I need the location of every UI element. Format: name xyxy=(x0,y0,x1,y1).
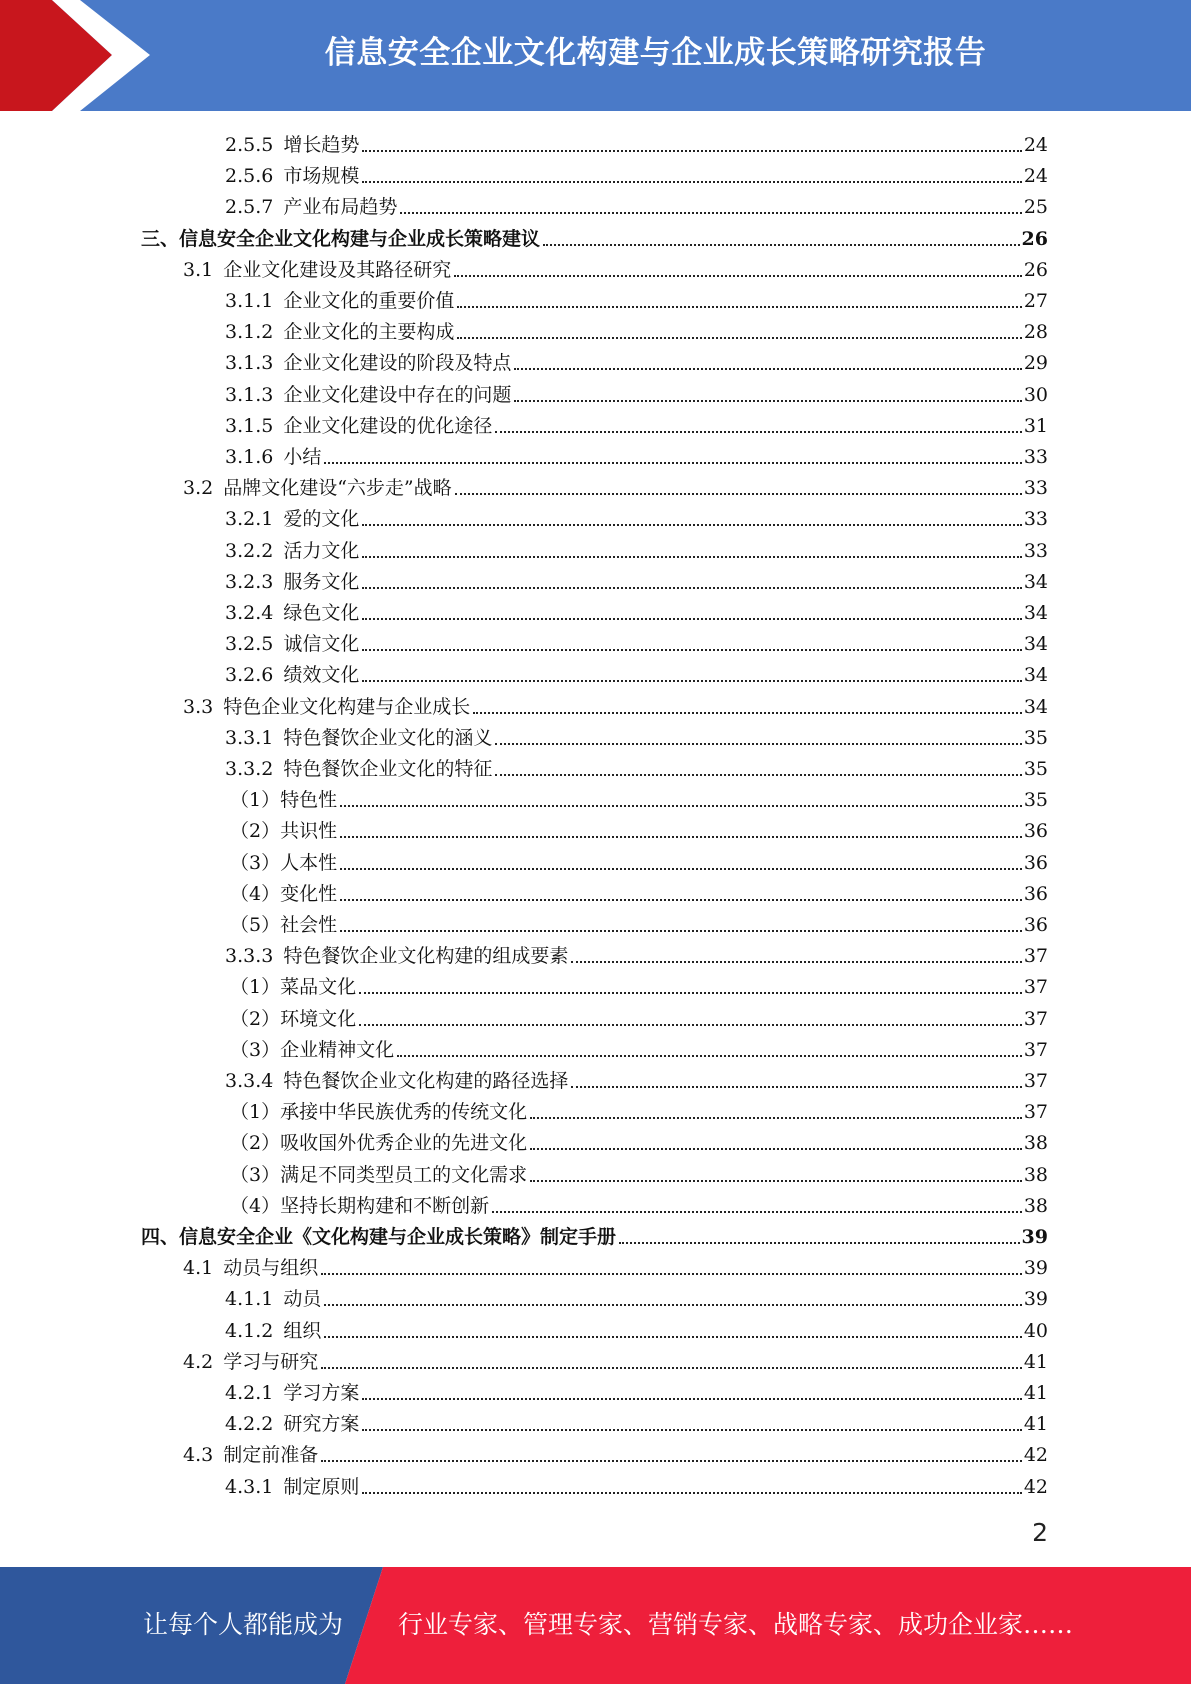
toc-entry-number: 4.2 xyxy=(183,1350,214,1373)
toc-entry-number: 3.2.3 xyxy=(225,570,274,593)
toc-entry[interactable] xyxy=(183,1436,1048,1467)
toc-entry-page: 39 xyxy=(1021,1226,1048,1248)
toc-dot-leader xyxy=(619,1242,1020,1244)
toc-dot-leader xyxy=(362,680,1021,682)
toc-entry[interactable] xyxy=(225,407,1048,438)
toc-entry-page: 36 xyxy=(1023,820,1048,843)
toc-entry[interactable] xyxy=(225,1374,1048,1405)
toc-entry-title: （4）坚持长期构建和不断创新 xyxy=(230,1194,490,1217)
toc-entry-title: （1）菜品文化 xyxy=(230,976,357,999)
toc-entry-number: 2.5.7 xyxy=(225,196,274,219)
toc-entry[interactable] xyxy=(230,812,1048,843)
toc-entry-page: 34 xyxy=(1023,633,1048,656)
toc-dot-leader xyxy=(530,1180,1022,1182)
toc-entry-number: 2.5.5 xyxy=(225,134,274,156)
toc-dot-leader xyxy=(340,805,1022,807)
toc-entry-page: 33 xyxy=(1023,477,1048,500)
toc-entry[interactable] xyxy=(225,750,1048,781)
toc-entry-page: 36 xyxy=(1023,914,1048,936)
toc-entry[interactable] xyxy=(230,1031,1048,1062)
toc-entry-title: （3）人本性 xyxy=(230,851,338,874)
toc-entry-number: 3.1 xyxy=(183,258,214,281)
toc-dot-leader xyxy=(543,244,1020,246)
toc-entry-title: 企业文化建设及其路径研究 xyxy=(223,258,452,281)
toc-entry[interactable] xyxy=(183,469,1048,500)
toc-entry-number: 3.3.1 xyxy=(225,726,274,749)
toc-entry[interactable] xyxy=(225,376,1048,407)
toc-entry-page: 24 xyxy=(1023,134,1048,156)
toc-entry-number: 4.3.1 xyxy=(225,1475,274,1498)
toc-entry-title: 特色企业文化构建与企业成长 xyxy=(223,695,471,718)
toc-entry[interactable] xyxy=(225,126,1048,157)
toc-entry-title: 市场规模 xyxy=(283,165,360,188)
toc-entry-page: 37 xyxy=(1023,1070,1048,1092)
toc-dot-leader xyxy=(362,618,1021,620)
toc-entry-title: 诚信文化 xyxy=(283,633,360,656)
toc-entry[interactable] xyxy=(225,188,1048,219)
toc-entry-number: 3.2.1 xyxy=(225,508,274,531)
toc-entry[interactable] xyxy=(225,719,1048,750)
toc-entry-page: 33 xyxy=(1023,508,1048,531)
footer-slogan-left: 让每个人都能成为 xyxy=(143,1610,344,1639)
toc-entry-number: 4.2.1 xyxy=(225,1382,274,1404)
toc-dot-leader xyxy=(495,743,1021,745)
toc-entry-page: 41 xyxy=(1023,1350,1048,1373)
toc-entry-page: 37 xyxy=(1023,1038,1048,1061)
toc-entry-page: 24 xyxy=(1023,165,1048,188)
toc-entry-page: 26 xyxy=(1023,258,1048,281)
toc-entry[interactable] xyxy=(225,438,1048,469)
toc-entry[interactable] xyxy=(225,1405,1048,1436)
toc-entry-page: 39 xyxy=(1023,1257,1048,1280)
toc-entry-title: 品牌文化建设“六步走”战略 xyxy=(223,477,452,500)
toc-entry-number: 3.1.3 xyxy=(225,383,274,406)
toc-entry-title: （1）特色性 xyxy=(230,789,338,812)
toc-entry-page: 36 xyxy=(1023,851,1048,874)
toc-entry-title: （3）满足不同类型员工的文化需求 xyxy=(230,1163,528,1186)
toc-entry[interactable] xyxy=(225,937,1048,968)
toc-entry[interactable] xyxy=(225,532,1048,563)
toc-dot-leader xyxy=(473,712,1022,714)
toc-entry-number: 4.3 xyxy=(183,1444,214,1467)
toc-dot-leader xyxy=(321,1367,1022,1369)
toc-entry[interactable] xyxy=(225,563,1048,594)
toc-entry-page: 37 xyxy=(1023,1007,1048,1030)
toc-entry-number: 3.2.4 xyxy=(225,602,274,624)
toc-dot-leader xyxy=(362,524,1021,526)
toc-entry-page: 36 xyxy=(1023,882,1048,905)
toc-dot-leader xyxy=(362,649,1021,651)
toc-dot-leader xyxy=(514,368,1021,370)
toc-dot-leader xyxy=(362,556,1021,558)
toc-entry-page: 31 xyxy=(1023,414,1048,437)
toc-entry-page: 30 xyxy=(1023,383,1048,406)
toc-dot-leader xyxy=(324,1304,1021,1306)
toc-dot-leader xyxy=(321,1273,1022,1275)
footer-banner xyxy=(0,1567,1191,1684)
toc-dot-leader xyxy=(340,930,1022,932)
toc-entry-page: 35 xyxy=(1023,789,1048,812)
toc-entry-number: 3.3.3 xyxy=(225,945,274,968)
toc-entry-number: 3.3.2 xyxy=(225,758,274,780)
header-banner xyxy=(0,0,1191,111)
toc-entry[interactable] xyxy=(230,968,1048,999)
toc-entry-title: 三、信息安全企业文化构建与企业成长策略建议 xyxy=(141,227,541,250)
toc-entry-page: 25 xyxy=(1023,196,1048,219)
toc-entry[interactable] xyxy=(225,1280,1048,1311)
toc-entry[interactable] xyxy=(230,1093,1048,1124)
toc-entry[interactable] xyxy=(230,781,1048,812)
toc-dot-leader xyxy=(324,1336,1021,1338)
toc-entry[interactable] xyxy=(230,906,1048,937)
toc-entry-page: 33 xyxy=(1023,539,1048,562)
toc-entry[interactable] xyxy=(225,1468,1048,1499)
toc-dot-leader xyxy=(362,1398,1021,1400)
toc-entry[interactable] xyxy=(225,1062,1048,1093)
toc-entry-page: 42 xyxy=(1023,1475,1048,1498)
toc-dot-leader xyxy=(362,150,1021,152)
toc-dot-leader xyxy=(340,899,1022,901)
toc-entry[interactable] xyxy=(183,251,1048,282)
toc-dot-leader xyxy=(362,587,1021,589)
toc-entry-page: 41 xyxy=(1023,1382,1048,1404)
toc-entry-title: 企业文化建设中存在的问题 xyxy=(283,383,512,406)
toc-entry[interactable] xyxy=(225,157,1048,188)
toc-entry-page: 34 xyxy=(1023,602,1048,624)
toc-dot-leader xyxy=(492,1211,1022,1213)
toc-dot-leader xyxy=(495,431,1021,433)
toc-entry-page: 29 xyxy=(1023,352,1048,375)
toc-entry[interactable] xyxy=(230,1000,1048,1031)
toc-entry-number: 4.2.2 xyxy=(225,1413,274,1436)
toc-entry-number: 3.2.6 xyxy=(225,664,274,687)
toc-entry-title: 绩效文化 xyxy=(283,664,360,687)
toc-dot-leader xyxy=(495,774,1021,776)
toc-entry[interactable] xyxy=(183,688,1048,719)
page-number: 2 xyxy=(1032,1518,1048,1547)
toc-entry-page: 39 xyxy=(1023,1288,1048,1311)
toc-entry[interactable] xyxy=(183,1249,1048,1280)
toc-entry-page: 34 xyxy=(1023,695,1048,718)
toc-dot-leader xyxy=(397,1055,1022,1057)
toc-entry[interactable] xyxy=(225,1312,1048,1343)
toc-entry-page: 35 xyxy=(1023,726,1048,749)
toc-entry-page: 37 xyxy=(1023,945,1048,968)
toc-entry-title: 特色餐饮企业文化的涵义 xyxy=(283,726,493,749)
toc-entry-page: 34 xyxy=(1023,664,1048,687)
toc-entry-title: 绿色文化 xyxy=(283,602,360,624)
toc-entry-title: 服务文化 xyxy=(283,570,360,593)
toc-entry-title: （4）变化性 xyxy=(230,882,338,905)
toc-entry-page: 37 xyxy=(1023,976,1048,999)
toc-entry-title: （1）承接中华民族优秀的传统文化 xyxy=(230,1101,528,1124)
toc-entry-title: 学习方案 xyxy=(283,1382,360,1404)
toc-entry-page: 41 xyxy=(1023,1413,1048,1436)
toc-entry-number: 4.1.2 xyxy=(225,1319,274,1342)
toc-entry[interactable] xyxy=(225,625,1048,656)
toc-entry[interactable] xyxy=(183,1343,1048,1374)
toc-dot-leader xyxy=(321,1460,1022,1462)
toc-entry-number: 3.1.5 xyxy=(225,414,274,437)
toc-entry-page: 34 xyxy=(1023,570,1048,593)
toc-entry-number: 3.3.4 xyxy=(225,1070,274,1092)
toc-dot-leader xyxy=(455,493,1022,495)
toc-dot-leader xyxy=(571,961,1021,963)
toc-entry-title: （5）社会性 xyxy=(230,914,338,936)
footer-slogan-right: 行业专家、管理专家、营销专家、战略专家、成功企业家…… xyxy=(398,1610,1074,1639)
toc-entry-title: （2）环境文化 xyxy=(230,1007,357,1030)
toc-entry-page: 27 xyxy=(1023,290,1048,312)
toc-dot-leader xyxy=(359,1024,1022,1026)
toc-entry-page: 37 xyxy=(1023,1101,1048,1124)
toc-entry[interactable] xyxy=(225,656,1048,687)
toc-entry-title: 增长趋势 xyxy=(283,134,360,156)
toc-entry[interactable] xyxy=(230,1156,1048,1187)
toc-entry-title: 研究方案 xyxy=(283,1413,360,1436)
toc-entry-title: 特色餐饮企业文化构建的组成要素 xyxy=(283,945,569,968)
toc-entry-number: 4.1 xyxy=(183,1257,214,1280)
toc-entry-page: 38 xyxy=(1023,1163,1048,1186)
toc-entry-number: 3.1.6 xyxy=(225,446,274,468)
toc-dot-leader xyxy=(514,400,1021,402)
toc-entry-page: 38 xyxy=(1023,1132,1048,1155)
toc-entry-page: 33 xyxy=(1023,446,1048,468)
toc-entry-title: 企业文化的主要构成 xyxy=(283,321,455,344)
toc-dot-leader xyxy=(571,1086,1021,1088)
toc-dot-leader xyxy=(530,1148,1022,1150)
toc-dot-leader xyxy=(454,275,1022,277)
toc-dot-leader xyxy=(457,337,1021,339)
toc-entry-page: 40 xyxy=(1023,1319,1048,1342)
toc-entry-title: 组织 xyxy=(283,1319,322,1342)
toc-entry[interactable] xyxy=(225,313,1048,344)
toc-entry-number: 3.1.2 xyxy=(225,321,274,344)
toc-dot-leader xyxy=(324,462,1021,464)
toc-dot-leader xyxy=(359,992,1022,994)
toc-entry-page: 35 xyxy=(1023,758,1048,780)
toc-dot-leader xyxy=(457,306,1021,308)
toc-dot-leader xyxy=(340,836,1022,838)
toc-entry-title: 特色餐饮企业文化的特征 xyxy=(283,758,493,780)
toc-dot-leader xyxy=(362,1492,1021,1494)
toc-entry[interactable] xyxy=(230,844,1048,875)
toc-entry[interactable] xyxy=(230,1124,1048,1155)
toc-entry[interactable] xyxy=(225,344,1048,375)
toc-entry-page: 28 xyxy=(1023,321,1048,344)
toc-entry[interactable] xyxy=(225,500,1048,531)
toc-entry[interactable] xyxy=(141,220,1048,251)
page-title: 信息安全企业文化构建与企业成长策略研究报告 xyxy=(324,35,987,71)
toc-entry-title: （3）企业精神文化 xyxy=(230,1038,395,1061)
toc-entry-title: （2）共识性 xyxy=(230,820,338,843)
toc-entry-title: 制定前准备 xyxy=(223,1444,319,1467)
toc-entry-title: 企业文化的重要价值 xyxy=(283,290,455,312)
toc-dot-leader xyxy=(530,1117,1022,1119)
toc-entry[interactable] xyxy=(141,1218,1048,1249)
toc-entry-title: 动员 xyxy=(283,1288,322,1311)
toc-entry-page: 42 xyxy=(1023,1444,1048,1467)
toc-entry-title: 企业文化建设的阶段及特点 xyxy=(283,352,512,375)
toc-entry-number: 3.1.3 xyxy=(225,352,274,375)
toc-entry-title: 小结 xyxy=(283,446,322,468)
toc-entry-number: 3.1.1 xyxy=(225,290,274,312)
toc-entry-title: 学习与研究 xyxy=(223,1350,319,1373)
toc-entry-number: 2.5.6 xyxy=(225,165,274,188)
toc-entry-title: 特色餐饮企业文化构建的路径选择 xyxy=(283,1070,569,1092)
toc-entry-title: 动员与组织 xyxy=(223,1257,319,1280)
toc-entry[interactable] xyxy=(225,282,1048,313)
toc-entry-title: 企业文化建设的优化途径 xyxy=(283,414,493,437)
toc-entry-number: 3.2.5 xyxy=(225,633,274,656)
toc-entry-title: 制定原则 xyxy=(283,1475,360,1498)
toc-entry-title: 爱的文化 xyxy=(283,508,360,531)
toc-dot-leader xyxy=(340,868,1022,870)
toc-dot-leader xyxy=(400,212,1021,214)
toc-dot-leader xyxy=(362,181,1021,183)
toc-entry[interactable] xyxy=(230,1187,1048,1218)
toc-entry-page: 26 xyxy=(1021,227,1048,250)
toc-entry-title: 活力文化 xyxy=(283,539,360,562)
toc-entry[interactable] xyxy=(230,875,1048,906)
toc-dot-leader xyxy=(362,1429,1021,1431)
toc-entry-title: （2）吸收国外优秀企业的先进文化 xyxy=(230,1132,528,1155)
toc-entry-number: 3.3 xyxy=(183,695,214,718)
toc-entry-title: 产业布局趋势 xyxy=(283,196,398,219)
toc-entry[interactable] xyxy=(225,594,1048,625)
toc-entry-number: 3.2 xyxy=(183,477,214,500)
toc-entry-title: 四、信息安全企业《文化构建与企业成长策略》制定手册 xyxy=(141,1226,617,1248)
toc-entry-number: 3.2.2 xyxy=(225,539,274,562)
toc-entry-page: 38 xyxy=(1023,1194,1048,1217)
toc-entry-number: 4.1.1 xyxy=(225,1288,274,1311)
